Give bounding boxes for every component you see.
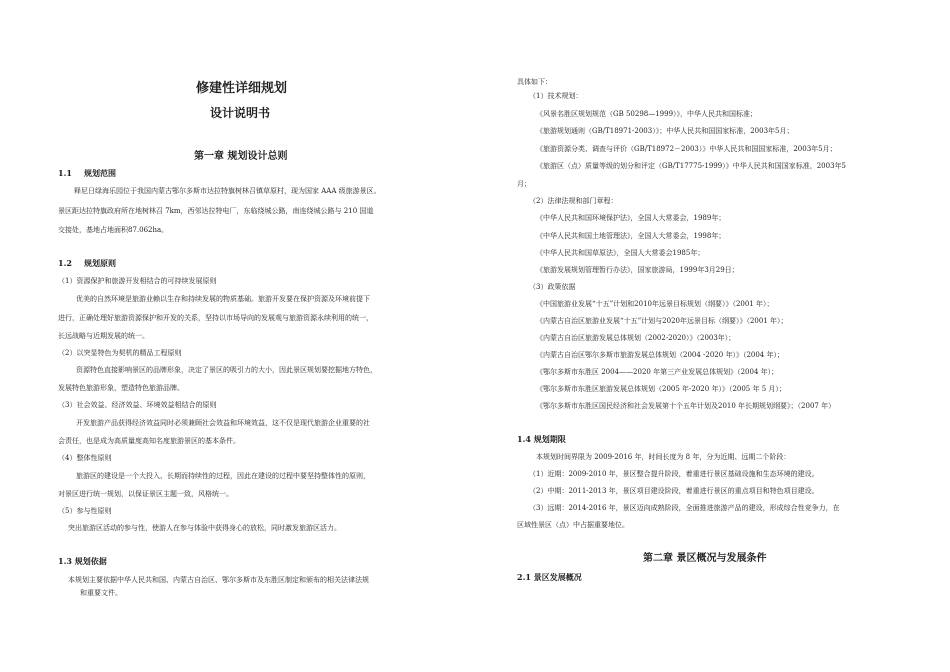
section-1-2-number: 1.2 — [58, 258, 72, 268]
paragraph-line: 资源特色直接影响景区的品牌形象，决定了景区的吸引力的大小，因此景区规划要挖掘地方特色， — [76, 366, 377, 374]
paragraph-line: （2）以突显特色为契机的精品工程原则 — [58, 349, 182, 357]
paragraph-line: 会责任，也是成为高质量度高知名度旅游景区的基本条件。 — [58, 437, 240, 445]
paragraph-line: 和重要文件。 — [80, 589, 122, 597]
paragraph-line: 景区距达拉特旗政府所在地树林召 7km，西邻达拉特电厂，东临绕城公路，南连绕城公路与 210 国道 — [58, 207, 374, 215]
paragraph-line: （3）政策依据 — [529, 283, 576, 291]
chapter-1-heading: 第一章 规划设计总则 — [194, 151, 288, 162]
reference-item: 《中国旅游业发展“十五”计划和2010年远景目标规划（纲要）》（2001 年）； — [536, 300, 774, 308]
paragraph-line: （2）中期：2011-2013 年，景区项目建设阶段，着重进行景区的重点项目和特色项目建设。 — [529, 487, 819, 495]
document-title: 修建性详细规划 — [196, 81, 288, 96]
paragraph-line: 交接处，基地占地面积87.062ha。 — [58, 226, 169, 234]
paragraph-line: 进行，正确处理好旅游资源保护和开发的关系，坚持以市场导向的发展观与旅游资源永续利用的统一， — [58, 314, 373, 322]
paragraph-line: 区域性景区（点）中占据重要地位。 — [517, 521, 629, 529]
reference-item: 《内蒙古自治区旅游发展总体规划（2002-2020）》（2003年）； — [536, 334, 736, 342]
reference-item: 《旅游资源分类、调查与评价（GB/T18972－2003）》中华人民共和国国家标准，2003年5月； — [536, 145, 837, 153]
paragraph-line: 释尼日绿海乐园位于我国内蒙古鄂尔多斯市达拉特旗树林召镇草原村，现为国家 AAA 级旅游景区。 — [74, 187, 381, 195]
reference-item: 《鄂尔多斯市东胜区国民经济和社会发展第十个五年计划及2010 年长期规划纲要》；（2007 年） — [536, 402, 836, 410]
section-1-1-title: 规划范围 — [84, 168, 116, 178]
paragraph-line: （2）法律法规和部门章程： — [529, 197, 618, 205]
paragraph-line: 优美的自然环境是旅游业赖以生存和持续发展的物质基础。旅游开发要在保护资源及环境前提下 — [76, 295, 370, 303]
paragraph-line: 月； — [517, 180, 531, 188]
reference-item: 《中华人民共和国土地管理法》，全国人大常委会，1998年； — [536, 232, 726, 240]
paragraph-line: 对景区进行统一规划，以保证景区主题一致，风格统一。 — [58, 490, 233, 498]
paragraph-line: 具体如下： — [517, 78, 552, 86]
paragraph-line: （3）远期：2014-2016 年，景区迈向成熟阶段，全面推进旅游产品的建设，形成综合性竞争力，在 — [529, 504, 840, 512]
paragraph-line: （1）近期：2009-2010 年，景区整合提升阶段，着重进行景区基础设施和生态环境的建设。 — [529, 470, 819, 478]
paragraph-line: （3）社会效益、经济效益、环境效益相结合的原则 — [58, 401, 217, 409]
reference-item: 《鄂尔多斯市东胜区旅游发展总体规划（2005 年-2020 年）》（2005 年 5 月）； — [536, 385, 786, 393]
reference-item: 《风景名胜区规划规范（GB 50298—1999）》，中华人民共和国标准； — [536, 110, 758, 118]
right-column — [475, 0, 950, 672]
paragraph-line: （1）技术规划： — [529, 92, 583, 100]
section-1-3-heading: 1.3 规划依据 — [58, 556, 107, 566]
reference-item: 《旅游规划通则（GB/T18971-2003）》；中华人民共和国国家标准，2003年5月； — [536, 127, 794, 135]
paragraph-line: 长远战略与近期发展的统一。 — [58, 332, 149, 340]
paragraph-line: 发展特色旅游形象，塑造特色旅游品牌。 — [58, 384, 184, 392]
chapter-2-heading: 第二章 景区概况与发展条件 — [643, 553, 767, 564]
section-1-1-number: 1.1 — [58, 168, 72, 178]
paragraph-line: 本规划主要依据中华人民共和国、内蒙古自治区、鄂尔多斯市及东胜区制定和颁布的相关法律法规 — [68, 576, 369, 584]
reference-item: 《鄂尔多斯市东胜区 2004——2020 年第三产业发展总体规划》（2004 年）； — [536, 368, 779, 376]
reference-item: 《旅游发展规划管理暂行办法》，国家旅游局，1999年3月29日； — [536, 266, 739, 274]
section-1-4-heading: 1.4 规划期限 — [517, 434, 566, 444]
reference-item: 《中华人民共和国环境保护法》，全国人大常委会，1989年； — [536, 214, 726, 222]
paragraph-line: 旅游区的建设是一个大投入、长期而持续性的过程，因此在建设的过程中要坚持整体性的原则， — [76, 472, 370, 480]
paragraph-line: 突出旅游区活动的参与性，使游人在参与体验中获得身心的放松，同时激发旅游区活力。 — [68, 524, 341, 532]
section-1-2-title: 规划原则 — [84, 258, 116, 268]
document-subtitle: 设计说明书 — [210, 106, 271, 120]
reference-item: 《旅游区（点）质量等级的划分和评定（GB/T17775-1999）》中华人民共和国国家标准，2003年5 — [536, 162, 846, 170]
reference-item: 《内蒙古自治区旅游业发展“十五”计划与2020年远景目标（纲要）》（2001 年）； — [536, 317, 788, 325]
paragraph-line: 本规划时间界限为 2009-2016 年，时间长度为 8 年，分为近期、远期二个阶段： — [536, 453, 791, 461]
paragraph-line: （1）资源保护和旅游开发相结合的可持续发展原则 — [58, 277, 217, 285]
paragraph-line: （5）参与性原则 — [58, 507, 112, 515]
reference-item: 《内蒙古自治区鄂尔多斯市旅游发展总体规划（2004 -2020 年）》（2004 年）； — [536, 351, 784, 359]
paragraph-line: 开发旅游产品获得经济效益同时必须兼顾社会效益和环境效益，这不仅是现代旅游企业重要的社 — [76, 419, 370, 427]
paragraph-line: （4）整体性原则 — [58, 454, 112, 462]
section-2-1-heading: 2.1 景区发展概况 — [517, 572, 582, 582]
reference-item: 《中华人民共和国草原法》，全国人大常委会1985年； — [536, 249, 705, 257]
